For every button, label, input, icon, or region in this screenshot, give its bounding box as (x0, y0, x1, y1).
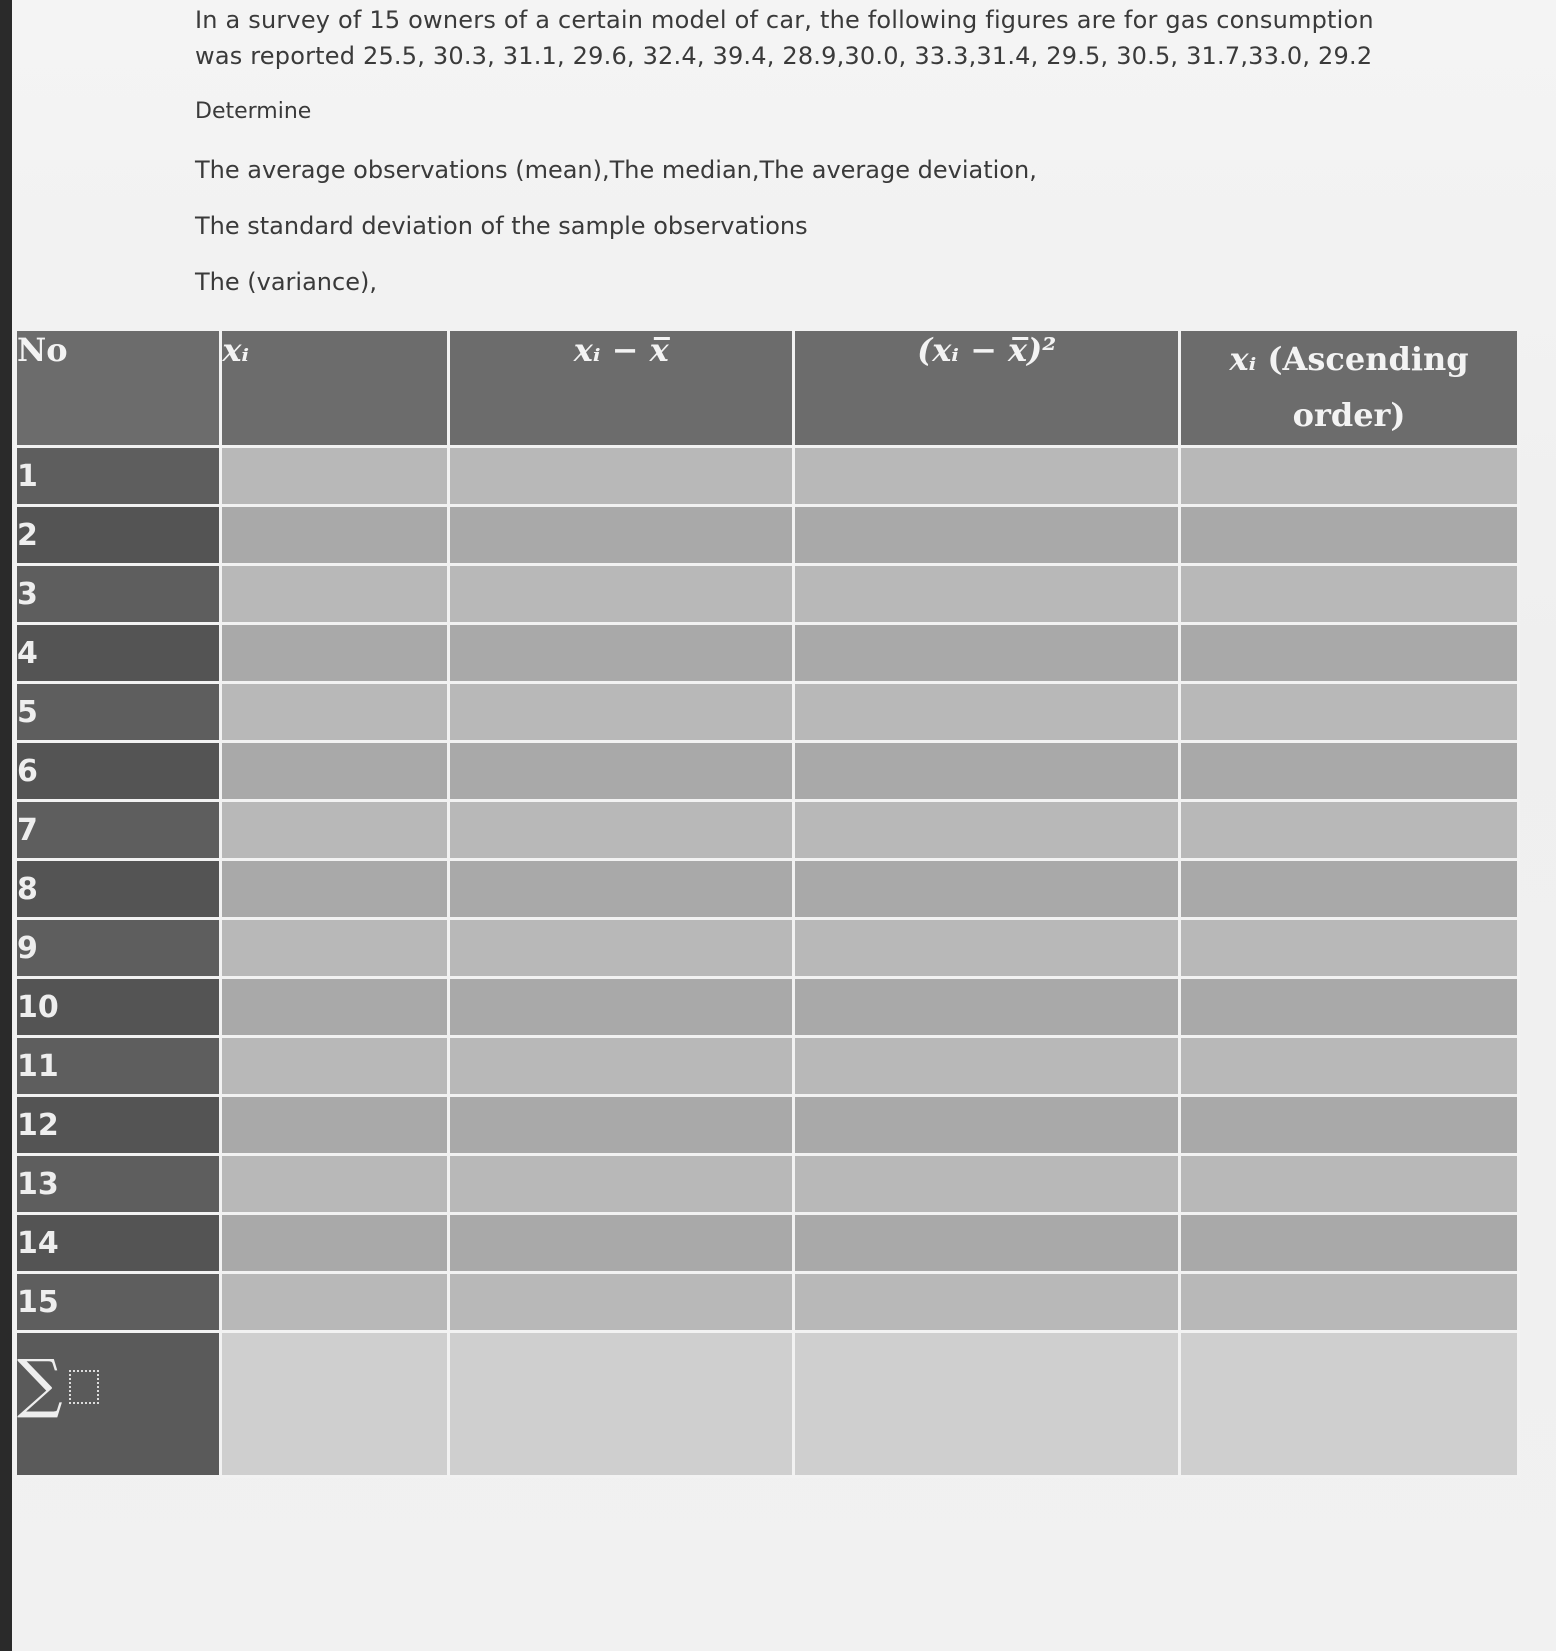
cell-xi[interactable] (221, 1273, 449, 1332)
table-row (16, 1096, 1519, 1155)
row-number: 2 (16, 506, 221, 565)
row-number: 13 (16, 1155, 221, 1214)
cell-deviation[interactable] (449, 1273, 794, 1332)
row-number: 15 (16, 1273, 221, 1332)
row-number: 5 (16, 683, 221, 742)
cell-deviation[interactable] (449, 624, 794, 683)
row-number: 6 (16, 742, 221, 801)
cell-squared-deviation[interactable] (794, 624, 1180, 683)
table-row (16, 742, 1519, 801)
cell-xi[interactable] (221, 1214, 449, 1273)
header-ascending-var: xᵢ (1229, 340, 1257, 378)
worksheet-page (12, 0, 1556, 1651)
cell-xi[interactable] (221, 1096, 449, 1155)
table-row (16, 683, 1519, 742)
row-number: 4 (16, 624, 221, 683)
header-no: No (16, 330, 221, 447)
placeholder-box-icon (69, 1370, 99, 1404)
cell-deviation[interactable] (449, 683, 794, 742)
cell-squared-deviation[interactable] (794, 506, 1180, 565)
table-row (16, 1214, 1519, 1273)
task-mean-median-deviation: The average observations (mean),The median,The average deviation, (195, 156, 1037, 184)
cell-ascending[interactable] (1180, 742, 1519, 801)
cell-xi[interactable] (221, 860, 449, 919)
cell-squared-deviation[interactable] (794, 801, 1180, 860)
sum-row (16, 1332, 1519, 1477)
cell-deviation[interactable] (449, 919, 794, 978)
table-row (16, 978, 1519, 1037)
cell-xi[interactable] (221, 506, 449, 565)
sum-cell-ascending[interactable] (1180, 1332, 1519, 1477)
cell-xi[interactable] (221, 801, 449, 860)
cell-ascending[interactable] (1180, 506, 1519, 565)
cell-squared-deviation[interactable] (794, 978, 1180, 1037)
sum-cell-deviation[interactable] (449, 1332, 794, 1477)
header-deviation: xᵢ − x̅ (449, 330, 794, 447)
cell-ascending[interactable] (1180, 447, 1519, 506)
cell-ascending[interactable] (1180, 565, 1519, 624)
table-row (16, 860, 1519, 919)
header-xi: xᵢ (221, 330, 449, 447)
cell-squared-deviation[interactable] (794, 1037, 1180, 1096)
cell-xi[interactable] (221, 978, 449, 1037)
cell-deviation[interactable] (449, 565, 794, 624)
row-number: 8 (16, 860, 221, 919)
cell-squared-deviation[interactable] (794, 919, 1180, 978)
cell-deviation[interactable] (449, 860, 794, 919)
table-row (16, 1273, 1519, 1332)
cell-deviation[interactable] (449, 1096, 794, 1155)
row-number: 10 (16, 978, 221, 1037)
cell-deviation[interactable] (449, 801, 794, 860)
determine-label: Determine (195, 99, 312, 124)
table-row (16, 801, 1519, 860)
cell-ascending[interactable] (1180, 1155, 1519, 1214)
table-row (16, 565, 1519, 624)
cell-deviation[interactable] (449, 978, 794, 1037)
row-number: 14 (16, 1214, 221, 1273)
cell-ascending[interactable] (1180, 801, 1519, 860)
table-header-row (16, 330, 1519, 447)
cell-squared-deviation[interactable] (794, 1155, 1180, 1214)
cell-squared-deviation[interactable] (794, 1214, 1180, 1273)
problem-statement (195, 2, 1375, 300)
table-row (16, 1037, 1519, 1096)
table-row (16, 919, 1519, 978)
statistics-table (14, 328, 1520, 1478)
table-row (16, 624, 1519, 683)
row-number: 1 (16, 447, 221, 506)
cell-squared-deviation[interactable] (794, 1096, 1180, 1155)
cell-xi[interactable] (221, 624, 449, 683)
cell-ascending[interactable] (1180, 1214, 1519, 1273)
cell-ascending[interactable] (1180, 1037, 1519, 1096)
cell-deviation[interactable] (449, 742, 794, 801)
cell-xi[interactable] (221, 919, 449, 978)
cell-squared-deviation[interactable] (794, 447, 1180, 506)
cell-xi[interactable] (221, 447, 449, 506)
cell-xi[interactable] (221, 565, 449, 624)
cell-deviation[interactable] (449, 1214, 794, 1273)
task-standard-deviation: The standard deviation of the sample observations (195, 212, 808, 240)
sigma-icon: ∑ (17, 1347, 63, 1421)
table-row (16, 447, 1519, 506)
cell-ascending[interactable] (1180, 624, 1519, 683)
cell-squared-deviation[interactable] (794, 565, 1180, 624)
header-ascending-text-1: (Ascending (1256, 340, 1469, 378)
cell-xi[interactable] (221, 742, 449, 801)
cell-xi[interactable] (221, 683, 449, 742)
cell-xi[interactable] (221, 1155, 449, 1214)
cell-deviation[interactable] (449, 1155, 794, 1214)
cell-squared-deviation[interactable] (794, 742, 1180, 801)
sum-cell-squared-deviation[interactable] (794, 1332, 1180, 1477)
problem-intro-line-2: was reported 25.5, 30.3, 31.1, 29.6, 32.4, 39.4, 28.9,30.0, 33.3,31.4, 29.5, 30.5, 31.7,33.0, 29.2 (195, 42, 1373, 70)
sum-cell-label (16, 1332, 221, 1477)
row-number: 3 (16, 565, 221, 624)
cell-deviation[interactable] (449, 506, 794, 565)
cell-ascending[interactable] (1180, 919, 1519, 978)
problem-intro-line-1: In a survey of 15 owners of a certain model of car, the following figures are for gas consumption (195, 6, 1374, 34)
cell-ascending[interactable] (1180, 1273, 1519, 1332)
cell-deviation[interactable] (449, 447, 794, 506)
row-number: 11 (16, 1037, 221, 1096)
header-ascending-order (1180, 330, 1519, 447)
table-row (16, 506, 1519, 565)
cell-ascending[interactable] (1180, 683, 1519, 742)
row-number: 12 (16, 1096, 221, 1155)
cell-xi[interactable] (221, 1037, 449, 1096)
table-row (16, 1155, 1519, 1214)
cell-deviation[interactable] (449, 1037, 794, 1096)
cell-squared-deviation[interactable] (794, 683, 1180, 742)
header-squared-deviation: (xᵢ − x̅)² (794, 330, 1180, 447)
task-variance: The (variance), (195, 268, 377, 296)
header-ascending-text-2: order) (1292, 396, 1406, 434)
row-number: 9 (16, 919, 221, 978)
cell-squared-deviation[interactable] (794, 1273, 1180, 1332)
cell-ascending[interactable] (1180, 1096, 1519, 1155)
cell-squared-deviation[interactable] (794, 860, 1180, 919)
cell-ascending[interactable] (1180, 860, 1519, 919)
row-number: 7 (16, 801, 221, 860)
cell-ascending[interactable] (1180, 978, 1519, 1037)
sum-cell-xi[interactable] (221, 1332, 449, 1477)
